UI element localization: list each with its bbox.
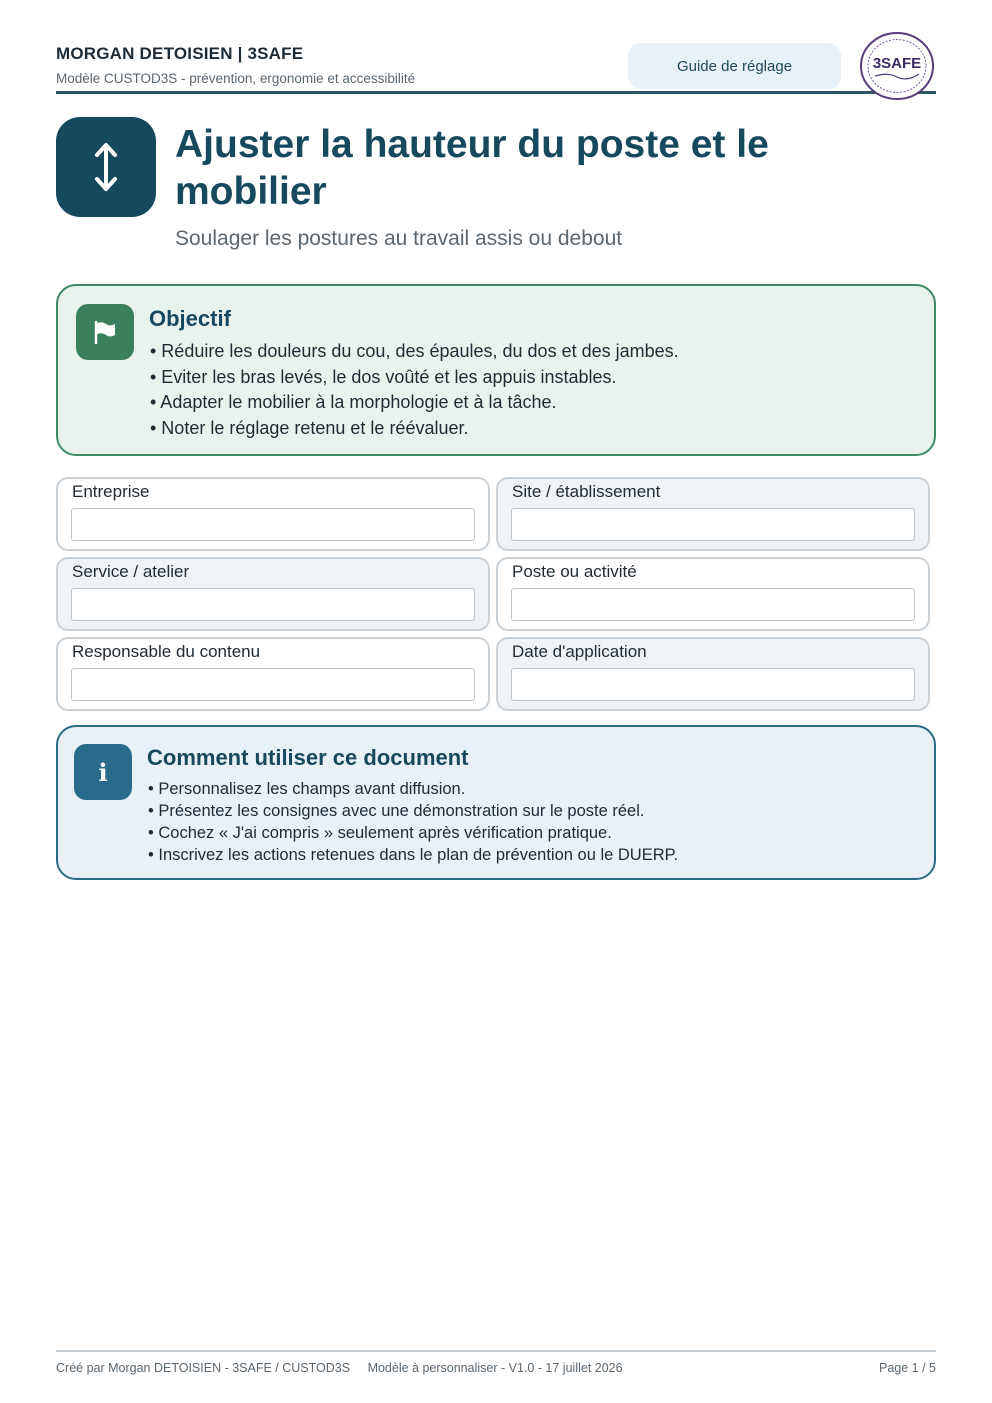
poste-input[interactable] <box>511 588 915 621</box>
field-label: Service / atelier <box>72 562 190 581</box>
list-item: • Noter le réglage retenu et le réévaluer. <box>150 417 469 438</box>
page-title: Ajuster la hauteur du poste et le mobilier <box>175 123 769 213</box>
field-label: Responsable du contenu <box>72 642 261 661</box>
list-item: • Inscrivez les actions retenues dans le plan de prévention ou le DUERP. <box>148 846 679 864</box>
footer-divider <box>56 1350 936 1352</box>
page-number: Page 1 / 5 <box>879 1361 936 1375</box>
objective-panel <box>56 284 936 456</box>
field-label: Site / établissement <box>512 482 661 501</box>
page-subtitle: Soulager les postures au travail assis ou debout <box>175 227 623 250</box>
field-responsable <box>56 637 490 711</box>
list-item: • Eviter les bras levés, le dos voûté et les appuis instables. <box>150 366 617 387</box>
footer-created-by: Créé par Morgan DETOISIEN - 3SAFE / CUSTOD3S <box>56 1361 351 1375</box>
list-item: • Personnalisez les champs avant diffusion. <box>148 780 466 798</box>
header-divider <box>56 91 936 94</box>
header-subtitle: Modèle CUSTOD3S - prévention, ergonomie et accessibilité <box>56 71 416 86</box>
service-input[interactable] <box>71 588 475 621</box>
field-label: Poste ou activité <box>512 562 637 581</box>
list-item: • Adapter le mobilier à la morphologie et à la tâche. <box>150 392 557 412</box>
field-entreprise <box>56 477 490 551</box>
info-icon: i <box>74 744 132 800</box>
field-label: Date d'application <box>512 642 647 661</box>
list-item: • Réduire les douleurs du cou, des épaules, du dos et des jambes. <box>150 341 679 361</box>
howto-list <box>148 778 678 866</box>
field-service <box>56 557 490 631</box>
field-poste <box>496 557 930 631</box>
list-item: • Cochez « J'ai compris » seulement après vérification pratique. <box>148 824 612 842</box>
flag-icon <box>76 304 134 360</box>
objective-title: Objectif <box>149 306 231 331</box>
site-input[interactable] <box>511 508 915 541</box>
howto-panel <box>56 725 936 880</box>
entreprise-input[interactable] <box>71 508 475 541</box>
field-site <box>496 477 930 551</box>
date-input[interactable] <box>511 668 915 701</box>
brand-name: MORGAN DETOISIEN | 3SAFE <box>56 44 304 63</box>
footer-model-version: Modèle à personnaliser - V1.0 - 17 juillet 2026 <box>367 1361 623 1375</box>
field-label: Entreprise <box>72 482 150 501</box>
list-item: • Présentez les consignes avec une démonstration sur le poste réel. <box>148 802 645 820</box>
footer-credits <box>56 1361 623 1375</box>
guide-badge: Guide de réglage <box>628 43 841 89</box>
responsable-input[interactable] <box>71 668 475 701</box>
vertical-arrows-icon <box>56 117 156 217</box>
3safe-seal-logo <box>858 30 936 102</box>
field-date <box>496 637 930 711</box>
svg-text:3SAFE: 3SAFE <box>872 55 922 72</box>
howto-title: Comment utiliser ce document <box>147 745 469 770</box>
objective-list <box>150 339 679 441</box>
